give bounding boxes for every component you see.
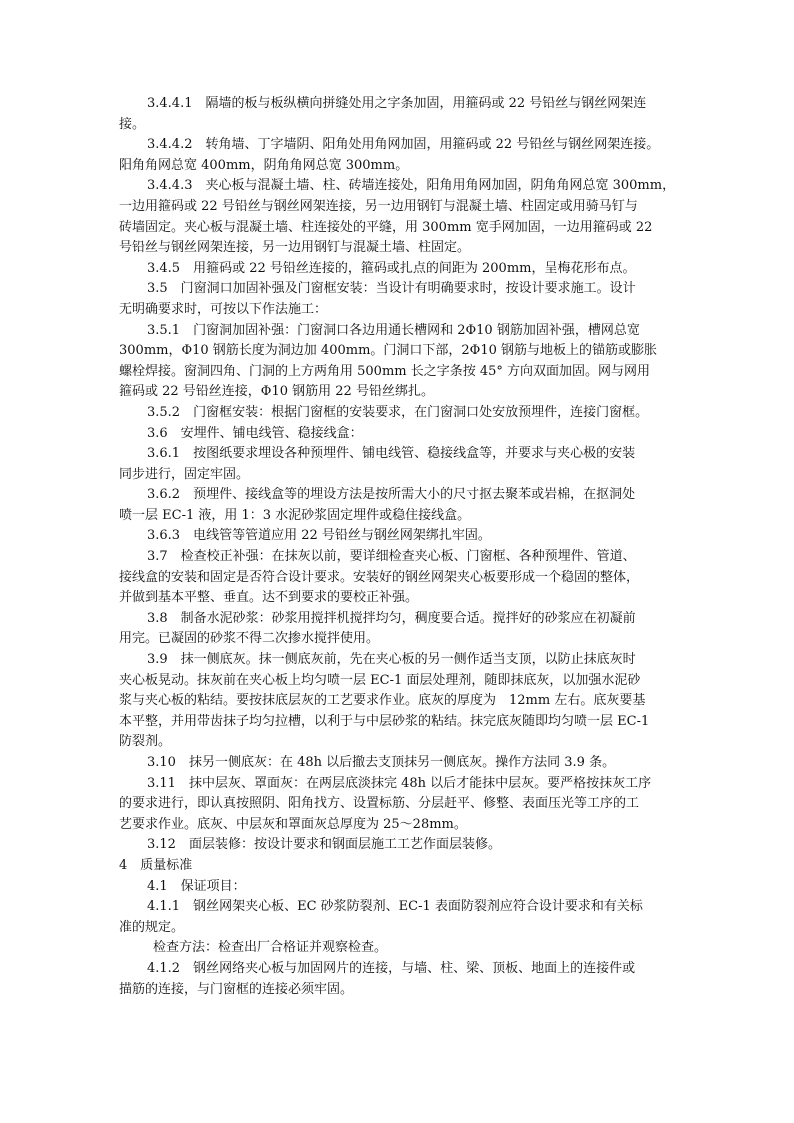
text-line: 本平整，并用带齿抹子均匀拉槽，以利于与中层砂浆的粘结。抹完底灰随即均匀喷一层 EC-1 (119, 713, 650, 729)
text-line: 3.5.2 门窗框安装：根据门窗框的安装要求，在门窗洞口处安放预埋件，连接门窗框。 (147, 404, 649, 420)
text-line: 号铅丝与钢丝网架连接，另一边用钢钉与混凝土墙、柱固定。 (119, 240, 471, 256)
text-line: 螺栓焊接。窗洞四角、门洞的上方两角用 500mm 长之字条按 45° 方向双面加固。网与网用 (119, 363, 651, 379)
text-line: 3.11 抹中层灰、罩面灰：在两层底淡抹完 48h 以后才能抹中层灰。要严格按抹灰工序 (147, 775, 652, 791)
text-line: 4 质量标准 (119, 857, 193, 873)
text-line: 3.6 安埋件、铺电线管、稳接线盒： (147, 425, 363, 441)
text-line: 砖墙固定。夹心板与混凝土墙、柱连接处的平缝，用 300mm 宽手网加固，一边用箍码或 22 (119, 219, 653, 235)
text-line: 一边用箍码或 22 号铅丝与钢丝网架连接，另一边用钢钉与混凝土墙、柱固定或用骑马钉与 (119, 198, 638, 214)
text-line: 并做到基本平整、垂直。达不到要求的要校正补强。 (119, 590, 419, 606)
text-line: 接。 (119, 116, 146, 132)
text-line: 3.9 抹一侧底灰。抹一侧底灰前，先在夹心板的另一侧作适当支顶，以防止抹底灰时 (147, 652, 636, 668)
text-line: 夹心板晃动。抹灰前在夹心板上均匀喷一层 EC-1 面层处理剂，随即抹底灰，以加强水泥砂 (119, 672, 641, 688)
text-line: 浆与夹心板的粘结。要按抹底层灰的工艺要求作业。底灰的厚度为 12mm 左右。底灰要基 (119, 693, 646, 709)
text-line: 4.1 保证项目： (147, 878, 246, 894)
text-line: 3.6.3 电线管等管道应用 22 号铅丝与钢丝网架绑扎牢固。 (147, 528, 491, 544)
document-page (119, 94, 679, 1000)
text-line: 3.8 制备水泥砂浆：砂浆用搅拌机搅拌均匀，稠度要合适。搅拌好的砂浆应在初凝前 (147, 610, 636, 626)
text-line: 300mm，Φ10 钢筋长度为洞边加 400mm。门洞口下部，2Φ10 钢筋与地板上的锚筋或膨胀 (119, 343, 658, 359)
text-line: 3.6.2 预埋件、接线盒等的埋设方法是按所需大小的尺寸抠去聚苯或岩棉，在抠洞处 (147, 487, 636, 503)
text-line: 用完。已凝固的砂浆不得二次掺水搅拌使用。 (119, 631, 380, 647)
text-line: 3.7 检查校正补强：在抹灰以前，要详细检查夹心板、门窗框、各种预埋件、管道、 (147, 549, 636, 565)
text-line: 3.10 抹另一侧底灰：在 48h 以后撤去支顶抹另一侧底灰。操作方法同 3.9 条。 (147, 755, 616, 770)
text-line: 箍码或 22 号铅丝连接，Φ10 钢筋用 22 号铅丝绑扎。 (119, 384, 434, 400)
text-line: 同步进行，固定牢固。 (119, 466, 250, 482)
text-line: 3.4.4.2 转角墙、丁字墙阴、阳角处用角网加固，用箍码或 22 号铅丝与钢丝网架连接。 (147, 137, 660, 153)
text-line: 检查方法：检查出厂合格证并观察检查。 (153, 940, 388, 956)
text-line: 接线盒的安装和固定是否符合设计要求。安装好的钢丝网架夹心板要形成一个稳固的整体， (119, 569, 640, 585)
text-line: 3.4.4.3 夹心板与混凝土墙、柱、砖墙连接处，阳角用角网加固，阴角角网总宽 300mm， (147, 178, 676, 194)
text-line: 喷一层 EC-1 液，用 1：3 水泥砂浆固定埋件或稳住接线盒。 (119, 507, 471, 523)
text-line: 4.1.2 钢丝网络夹心板与加固网片的连接，与墙、柱、梁、顶板、地面上的连接件或 (147, 960, 636, 976)
text-line: 防裂剂。 (119, 734, 172, 750)
text-line: 无明确要求时，可按以下作法施工： (119, 301, 328, 317)
text-line: 3.4.4.1 隔墙的板与板纵横向拼缝处用之字条加固，用箍码或 22 号铅丝与钢丝网架连 (147, 96, 647, 111)
text-line: 描筋的连接，与门窗框的连接必须牢固。 (119, 981, 354, 997)
text-line: 3.6.1 按图纸要求埋设各种预埋件、铺电线管、稳接线盒等，并要求与夹心极的安装 (147, 446, 636, 462)
text-line: 3.5 门窗洞口加固补强及门窗框安装：当设计有明确要求时，按设计要求施工。设计 (147, 281, 636, 297)
text-line: 4.1.1 钢丝网架夹心板、EC 砂浆防裂剂、EC-1 表面防裂剂应符合设计要求和有关标 (147, 899, 643, 915)
text-line: 3.12 面层装修：按设计要求和钢面层施工工艺作面层装修。 (147, 837, 501, 853)
text-line: 3.5.1 门窗洞加固补强：门窗洞口各边用通长槽网和 2Φ10 钢筋加固补强，槽网总宽 (147, 322, 640, 338)
text-line: 的要求进行，即认真按照阴、阳角找方、设置标筋、分层赶平、修整、表面压光等工序的工 (119, 796, 640, 812)
text-line: 3.4.5 用箍码或 22 号铅丝连接的，箍码或扎点的间距为 200mm，呈梅花形布点。 (147, 260, 636, 276)
text-line: 准的规定。 (119, 919, 185, 935)
text-line: 艺要求作业。底灰、中层灰和罩面灰总厚度为 25～28mm。 (119, 816, 467, 832)
text-line: 阳角角网总宽 400mm，阴角角网总宽 300mm。 (119, 157, 409, 173)
